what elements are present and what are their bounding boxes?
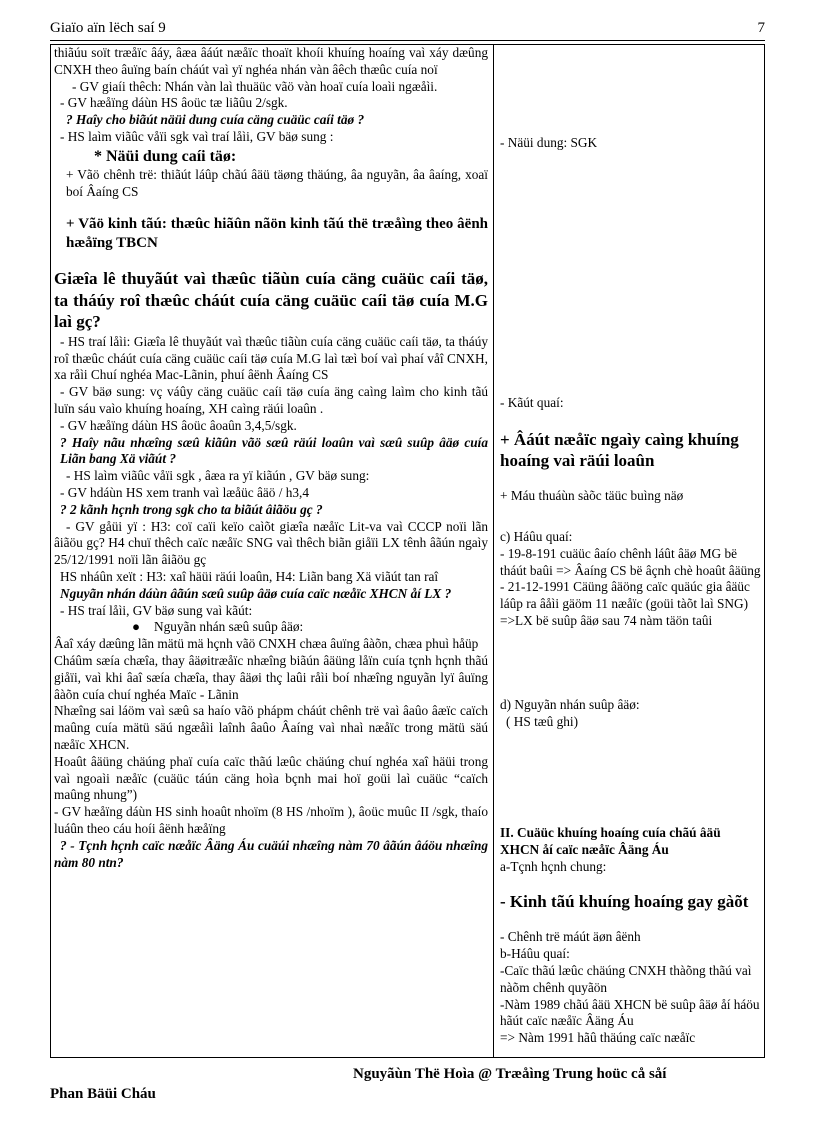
- question: ? - Tçnh hçnh caïc næåïc Âäng Áu cuäúi nhæîng nàm 70 âãún âáöu nhæîng nàm 80 ntn?: [54, 837, 488, 870]
- note: + Âáút næåïc ngaìy caìng khuíng hoaíng vaì räúi loaûn: [500, 429, 739, 470]
- document-title: Giaïo aïn lëch saí 9: [50, 20, 166, 36]
- note: - Chênh trë máút äøn âënh: [500, 929, 641, 945]
- footer-credit: Nguyãùn Thë Hoìa @ Træåìng Trung hoüc cå såí: [353, 1066, 667, 1082]
- section-heading: * Näüi dung caíi täø:: [94, 147, 237, 165]
- question: ? Haîy nãu nhæîng sæû kiãûn vãö sæû räúi loaûn vaì sæû suûp âäø cuía Liãn bang Xä viãút ?: [60, 434, 488, 467]
- note: - 21-12-1991 Cäüng âäöng caïc quäúc gia âäüc láûp ra âåìi gäöm 11 næåïc (goüi tàõt laì SNG): [500, 579, 750, 612]
- footer-author: Phan Bäüi Cháu: [50, 1086, 156, 1102]
- section-heading: II. Cuäüc khuíng hoaíng cuía chãú âäü XHCN åí caïc næåïc Âäng Áu: [500, 825, 721, 857]
- note: - 19-8-191 cuäüc âaío chênh láût âäø MG bë tháút baûi => Âaíng CS bë âçnh chè hoaût âäüng: [500, 545, 761, 578]
- bullet-icon: ●: [132, 619, 141, 635]
- paragraph: Nhæîng sai láöm vaì sæû sa haío vãö phápm cháút chênh trë vaì âaûo âæïc caïch maûng cuía mätü säú ngæåìi laînh âaûo Âaíng vaì nhaì næåïc trong mätü säú næåïc XHCN.: [54, 703, 488, 752]
- paragraph: - GV hdáùn HS xem tranh vaì læåüc âäö / h3,4: [60, 485, 310, 501]
- note: - Kinh tãú khuíng hoaíng gay gàõt: [500, 892, 749, 912]
- content-block: [500, 825, 762, 1047]
- bullet-item: [132, 619, 488, 636]
- paragraph: - GV hæåïng dáùn HS âoüc âoaûn 3,4,5/sgk.: [60, 417, 297, 433]
- teacher-activity-column: [54, 45, 488, 871]
- question: ? Haîy cho biãút näüi dung cuía cäng cuäüc caíi täø ?: [66, 112, 365, 128]
- key-question: Giæîa lê thuyãút vaì thæûc tiãùn cuía cäng cuäüc caíi täø, ta tháúy roî thæûc cháút cuía cäng cuäüc caíi täø cuía M.G laì gç?: [54, 269, 488, 332]
- bullet-label: Nguyãn nhán sæû suûp âäø:: [154, 619, 304, 635]
- page-number: 7: [757, 20, 765, 36]
- paragraph: thiãúu soït træåïc âáy, âæa âáút næåïc thoaït khoíi khuíng hoaíng vaì xáy dæûng CNXH theo âuïng baín cháút vaì yï nghéa nhán vàn âêch thæûc cuía noï: [54, 45, 488, 77]
- paragraph: - GV bäø sung: vç váûy cäng cuäüc caíi täø cuía äng caìng laìm cho kinh tãú luïn sáu vaìo khuíng hoaíng, XH caìng räúi loaûn .: [54, 384, 488, 417]
- content-block: [500, 135, 762, 152]
- paragraph: - HS traí låìi: Giæîa lê thuyãút vaì thæûc tiãùn cuía cäng cuäüc caíi täø, ta tháúy roî thæûc cháút cuía cäng cuäüc caíi täø cuía M.G laì tæì boí vaì phaí våî CNXH, xa råìi Chuí nghéa Mac-Lãnin, phuí âënh Âaíng CS: [54, 333, 488, 383]
- note: d) Nguyãn nhán suûp âäø:: [500, 697, 640, 712]
- paragraph: - GV gåüi yï : H3: coï caïi keïo caìõt giæîa næåïc Lit-va vaì CCCP noïi lãn âiãöu gç? H4 chuï thêch caïc næåïc SNG vaì thêch biãn giåïi LX tênh âãún ngaìy 25/12/1991 noïi lãn âiãöu gç: [54, 518, 488, 568]
- page-header: [50, 20, 765, 40]
- content-block: [500, 529, 762, 630]
- question: ? 2 kãnh hçnh trong sgk cho ta biãút âiãöu gç ?: [60, 501, 323, 517]
- paragraph: - GV hæåïng dáùn HS sinh hoaût nhoïm (8 HS /nhoïm ), âoüc muûc II /sgk, thaío luáûn theo cáu hoíi âënh hæåïng: [54, 804, 488, 836]
- paragraph: Hoaût âäüng chäúng phaï cuía caïc thãú læûc chäúng chuí nghéa xaî häüi trong vaì ngoaìi næåïc (cuäüc táún cäng hoìa bçnh mai hoï goüi laì cuäüc “caïch maûng nhung”): [54, 753, 488, 803]
- note: -Nàm 1989 chãú âäü XHCN bë suûp âäø åí háöu hãút caïc næåïc Âäng Áu: [500, 996, 760, 1029]
- note: -Caïc thãú læûc chäúng CNXH thàõng thãú vaì nàõm chênh quyãön: [500, 962, 752, 995]
- note: b-Háûu quaí:: [500, 946, 570, 962]
- paragraph: - GV hæåïng dáùn HS âoüc tæ liãûu 2/sgk.: [60, 95, 288, 111]
- paragraph: + Vãö chênh trë: thiãút láûp chãú âäü täøng thäúng, âa nguyãn, âa âaíng, xoaï boí Âaíng CS: [66, 166, 488, 199]
- note: =>LX bë suûp âäø sau 74 nàm täön taûi: [500, 612, 713, 628]
- column-divider: [493, 45, 494, 1057]
- paragraph: - GV giaíi thêch: Nhán vàn laì thuäüc vãö vàn hoaï cuía loaìi ngæåìi.: [72, 78, 438, 94]
- note: - Kãút quaí:: [500, 395, 564, 410]
- paragraph: + Vãö kinh tãú: thæûc hiãûn nãön kinh tãú thë træåìng theo âënh hæåïng TBCN: [66, 216, 488, 252]
- paragraph: - HS traí låìi, GV bäø sung vaì kãút:: [60, 602, 253, 618]
- paragraph: - HS laìm viãûc våïi sgk , âæa ra yï kiãún , GV bäø sung:: [66, 468, 370, 484]
- lesson-table: [50, 44, 765, 1058]
- note: - Näüi dung: SGK: [500, 135, 598, 150]
- note: c) Háûu quaí:: [500, 529, 573, 544]
- content-block: [500, 395, 762, 505]
- question: Nguyãn nhán dáùn âãún sæû suûp âäø cuía caïc næåïc XHCN åí LX ?: [60, 585, 452, 601]
- paragraph: - HS laìm viãûc våïi sgk vaì traí låìi, GV bäø sung :: [60, 128, 334, 144]
- header-divider: [50, 40, 765, 41]
- note: a-Tçnh hçnh chung:: [500, 858, 607, 874]
- note: + Máu thuáùn sàõc täüc buìng näø: [500, 487, 684, 503]
- content-block: [500, 697, 762, 731]
- note: ( HS tæû ghi): [506, 713, 579, 729]
- paragraph: Âaî xáy dæûng lãn mätü mä hçnh vãö CNXH chæa âuïng âàõn, chæa phuì håüp: [54, 636, 479, 652]
- paragraph: HS nháûn xeït : H3: xaî häüi räúi loaûn, H4: Liãn bang Xä viãút tan raî: [60, 569, 439, 585]
- paragraph: Cháûm sæía chæîa, thay âäøitræåïc nhæîng biãún âäüng låïn cuía tçnh hçnh thãú giåïi, vaì khi âaî sæía chæîa, thay âäøi thç laûi råìi boí nhæîng nguyãn lyï âuïng âàõn cuía chuí nghéa Maïc - Lãnin: [54, 653, 488, 702]
- note: => Nàm 1991 hãû thäúng caïc næåïc: [500, 1030, 696, 1046]
